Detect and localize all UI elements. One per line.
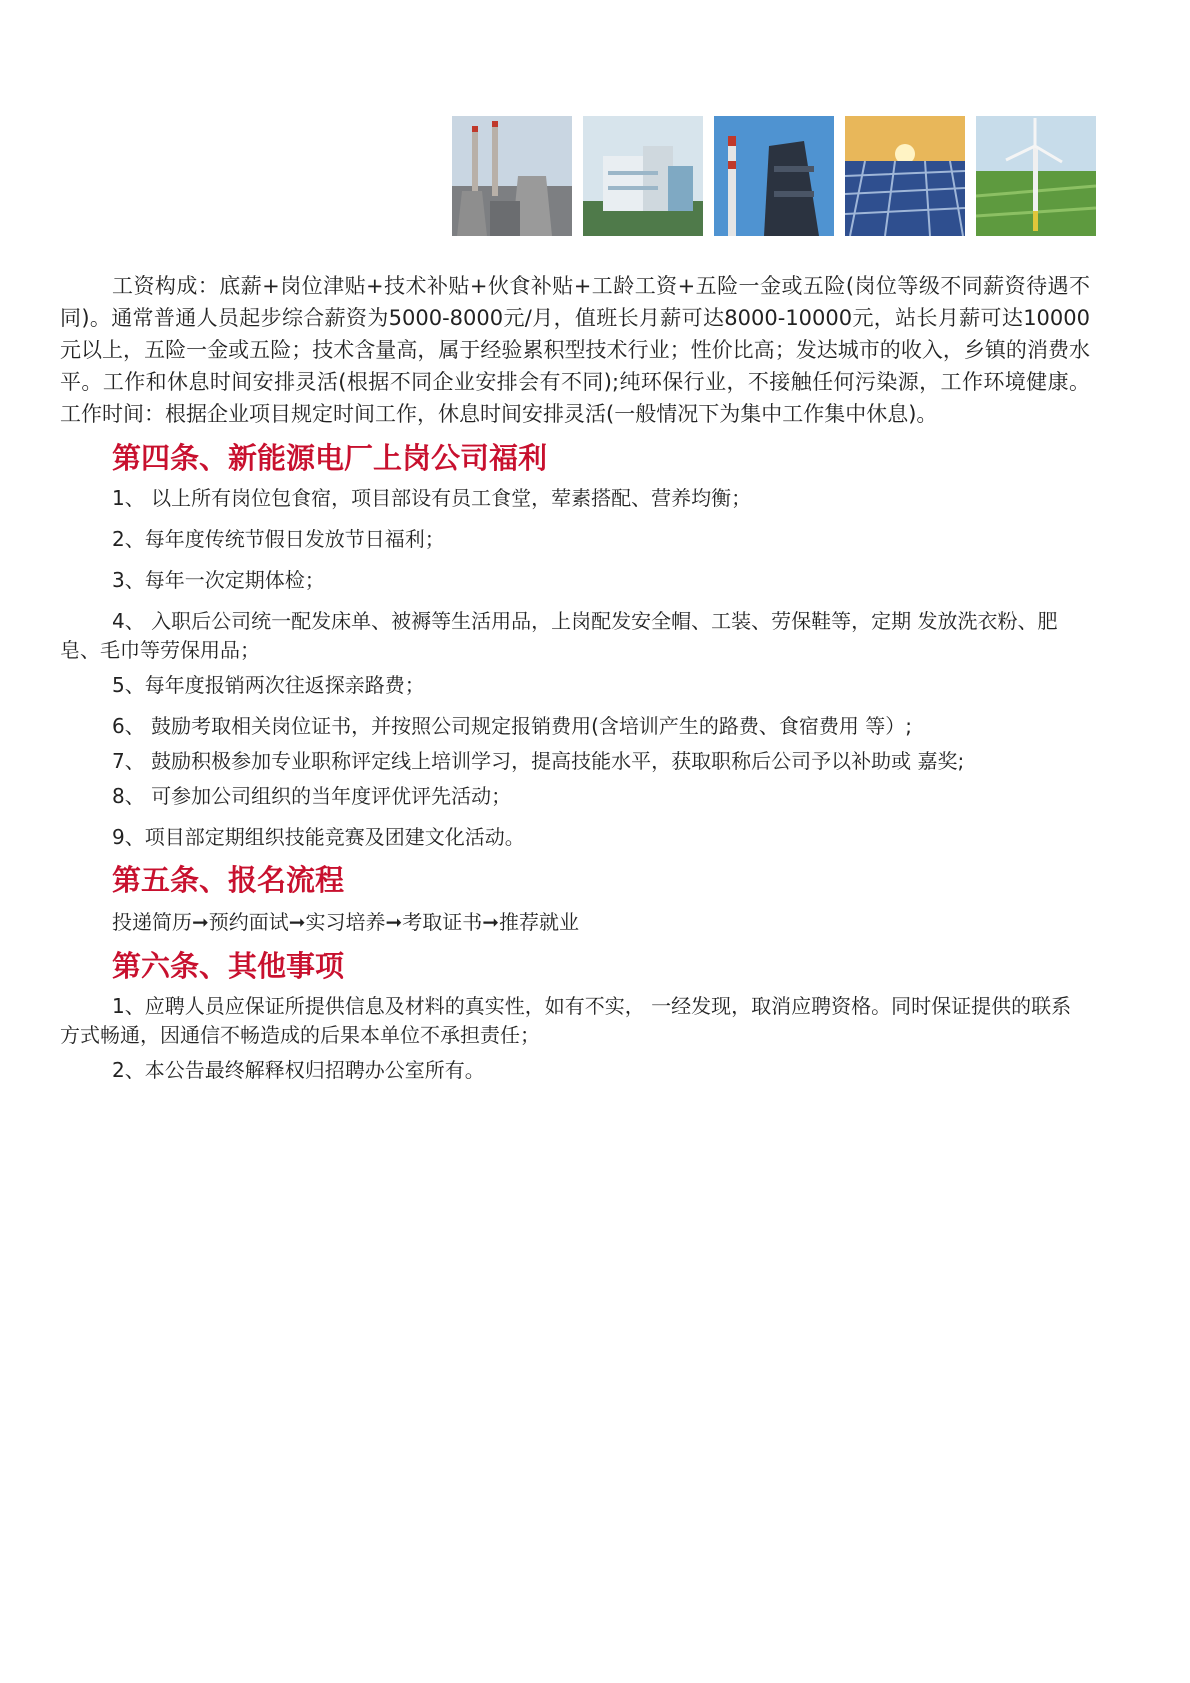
section4-item-9: 9、项目部定期组织技能竞赛及团建文化活动。 (112, 825, 525, 849)
thermal-power-plant-photo (452, 116, 572, 236)
application-flow: 投递简历➞预约面试➞实习培养➞考取证书➞推荐就业 (112, 910, 580, 934)
section4-title: 第四条、新能源电厂上岗公司福利 (112, 441, 548, 475)
section4-item-3: 3、每年一次定期体检； (112, 568, 325, 592)
section6-item-1: 1、应聘人员应保证所提供信息及材料的真实性，如有不实， 一经发现，取消应聘资格。同时保证提供的联系方式畅通，因通信不畅造成的后果本单位不承担责任； (60, 994, 1072, 1047)
section4-item-1: 1、 以上所有岗位包食宿，项目部设有员工食堂，荤素搭配、营养均衡； (112, 486, 752, 510)
photo-strip (452, 116, 1098, 236)
document-body (60, 270, 1090, 1091)
section6-item-2: 2、本公告最终解释权归招聘办公室所有。 (112, 1058, 485, 1082)
section4-item-8: 8、 可参加公司组织的当年度评优评先活动； (112, 784, 512, 808)
section6-title: 第六条、其他事项 (112, 949, 345, 983)
section4-item-5: 5、每年度报销两次往返探亲路费； (112, 673, 425, 697)
section4-item-4: 4、 入职后公司统一配发床单、被褥等生活用品，上岗配发安全帽、工装、劳保鞋等，定期 发放洗衣粉、肥皂、毛巾等劳保用品； (60, 609, 1058, 662)
wind-turbine-photo (976, 116, 1096, 236)
chimney-plant-photo (714, 116, 834, 236)
section5-title: 第五条、报名流程 (112, 863, 345, 897)
waste-power-plant-photo (583, 116, 703, 236)
section4-item-6: 6、 鼓励考取相关岗位证书，并按照公司规定报销费用(含培训产生的路费、食宿费用 等）; (112, 714, 912, 738)
section4-item-2: 2、每年度传统节假日发放节日福利； (112, 527, 445, 551)
salary-paragraph: 工资构成：底薪+岗位津贴+技术补贴+伙食补贴+工龄工资+五险一金或五险(岗位等级不同薪资待遇不同)。通常普通人员起步综合薪资为5000-8000元/月，值班长月薪可达8000-10000元，站长月薪可达10000元以上，五险一金或五险；技术含量高，属于经验累积型技术行业；性价比高；发达城市的收入，乡镇的消费水平。工作和休息时间安排灵活(根据不同企业安排会有不同);纯环保行业，不接触任何污染源，工作环境健康。工作时间：根据企业项目规定时间工作，休息时间安排灵活(一般情况下为集中工作集中休息)。 (60, 274, 1090, 426)
solar-farm-photo (845, 116, 965, 236)
section4-item-7: 7、 鼓励积极参加专业职称评定线上培训学习，提高技能水平，获取职称后公司予以补助或 嘉奖; (112, 749, 965, 773)
